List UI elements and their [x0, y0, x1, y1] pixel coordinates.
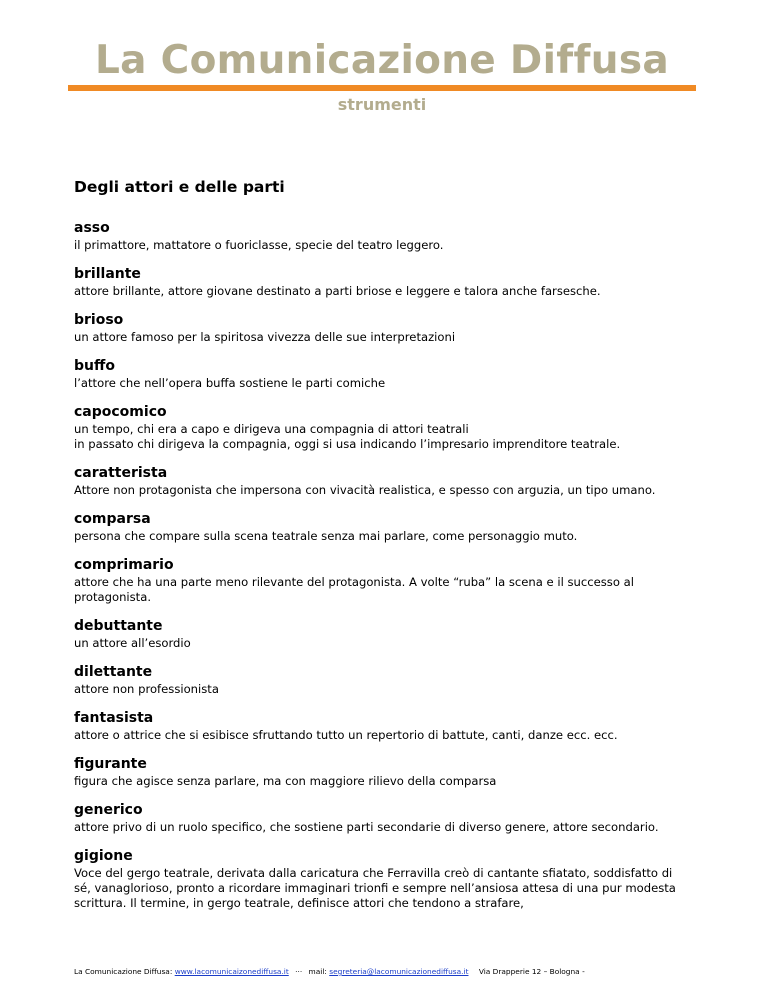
glossary-term: asso: [74, 220, 110, 236]
glossary-entry: [74, 266, 704, 299]
glossary-term: caratterista: [74, 465, 168, 481]
main-content: [74, 178, 704, 924]
glossary-term: generico: [74, 802, 143, 818]
glossary-entry: [74, 404, 704, 452]
glossary-term: capocomico: [74, 404, 167, 420]
glossary-definition: l’attore che nell’opera buffa sostiene le parti comiche: [74, 376, 386, 390]
glossary-definition: attore privo di un ruolo specifico, che sostiene parti secondarie di diverso genere, attore secondario.: [74, 820, 659, 834]
glossary-term: debuttante: [74, 618, 163, 634]
footer-email-link[interactable]: segreteria@lacomunicazionediffusa.it: [329, 967, 469, 976]
section-title: Degli attori e delle parti: [74, 178, 285, 196]
glossary-entry: [74, 358, 704, 391]
glossary-entry: [74, 756, 704, 789]
glossary-entry: [74, 802, 704, 835]
footer-website-link[interactable]: www.lacomunicaizonediffusa.it: [174, 967, 289, 976]
glossary-definition: un attore famoso per la spiritosa vivezza delle sue interpretazioni: [74, 330, 456, 344]
glossary-entry: [74, 557, 704, 605]
glossary-definition: figura che agisce senza parlare, ma con maggiore rilievo della comparsa: [74, 774, 497, 788]
glossary-entry: [74, 465, 704, 498]
footer-separator: ···: [295, 967, 303, 976]
document-header: [68, 38, 696, 114]
brand-title: La Comunicazione Diffusa: [95, 38, 669, 83]
glossary-term: buffo: [74, 358, 115, 374]
glossary-definition: attore che ha una parte meno rilevante del protagonista. A volte “ruba” la scena e il successo al protagonista.: [74, 575, 634, 604]
footer-mail-label: mail:: [308, 967, 327, 976]
glossary-term: gigione: [74, 848, 133, 864]
glossary-definition: Voce del gergo teatrale, derivata dalla caricatura che Ferravilla creò di cantante sfiatato, soddisfatto di sé, vanaglorioso, pronto a ricordare immaginari trionfi e sempre nell’ansiosa attesa di una pur modesta scrittura. Il termine, in gergo teatrale, definisce attori che tendono a strafare,: [74, 866, 676, 910]
glossary-definition: un tempo, chi era a capo e dirigeva una compagnia di attori teatrali in passato chi dirigeva la compagnia, oggi si usa indicando l’impresario imprenditore teatrale.: [74, 422, 621, 451]
glossary-entry: [74, 618, 704, 651]
glossary-entry: [74, 220, 704, 253]
glossary-entry: [74, 664, 704, 697]
glossary-definition: attore non professionista: [74, 682, 219, 696]
glossary-definition: attore brillante, attore giovane destinato a parti briose e leggere e talora anche farsesche.: [74, 284, 601, 298]
glossary-term: brillante: [74, 266, 141, 282]
header-divider: [68, 85, 696, 91]
glossary-term: dilettante: [74, 664, 153, 680]
glossary-term: brioso: [74, 312, 124, 328]
glossary-term: figurante: [74, 756, 147, 772]
glossary-term: fantasista: [74, 710, 154, 726]
glossary-entry: [74, 312, 704, 345]
glossary-entry: [74, 710, 704, 743]
page-footer: [74, 967, 714, 976]
glossary-definition: un attore all’esordio: [74, 636, 191, 650]
glossary-definition: attore o attrice che si esibisce sfruttando tutto un repertorio di battute, canti, danze ecc. ecc.: [74, 728, 618, 742]
brand-subtitle: strumenti: [337, 95, 427, 114]
glossary-list: [74, 220, 704, 911]
glossary-term: comprimario: [74, 557, 174, 573]
glossary-entry: [74, 848, 704, 911]
glossary-definition: il primattore, mattatore o fuoriclasse, specie del teatro leggero.: [74, 238, 444, 252]
glossary-definition: Attore non protagonista che impersona con vivacità realistica, e spesso con arguzia, un tipo umano.: [74, 483, 656, 497]
glossary-definition: persona che compare sulla scena teatrale senza mai parlare, come personaggio muto.: [74, 529, 578, 543]
footer-address: Via Drapperie 12 – Bologna -: [478, 967, 585, 976]
glossary-entry: [74, 511, 704, 544]
footer-org: La Comunicazione Diffusa:: [74, 967, 173, 976]
glossary-term: comparsa: [74, 511, 151, 527]
